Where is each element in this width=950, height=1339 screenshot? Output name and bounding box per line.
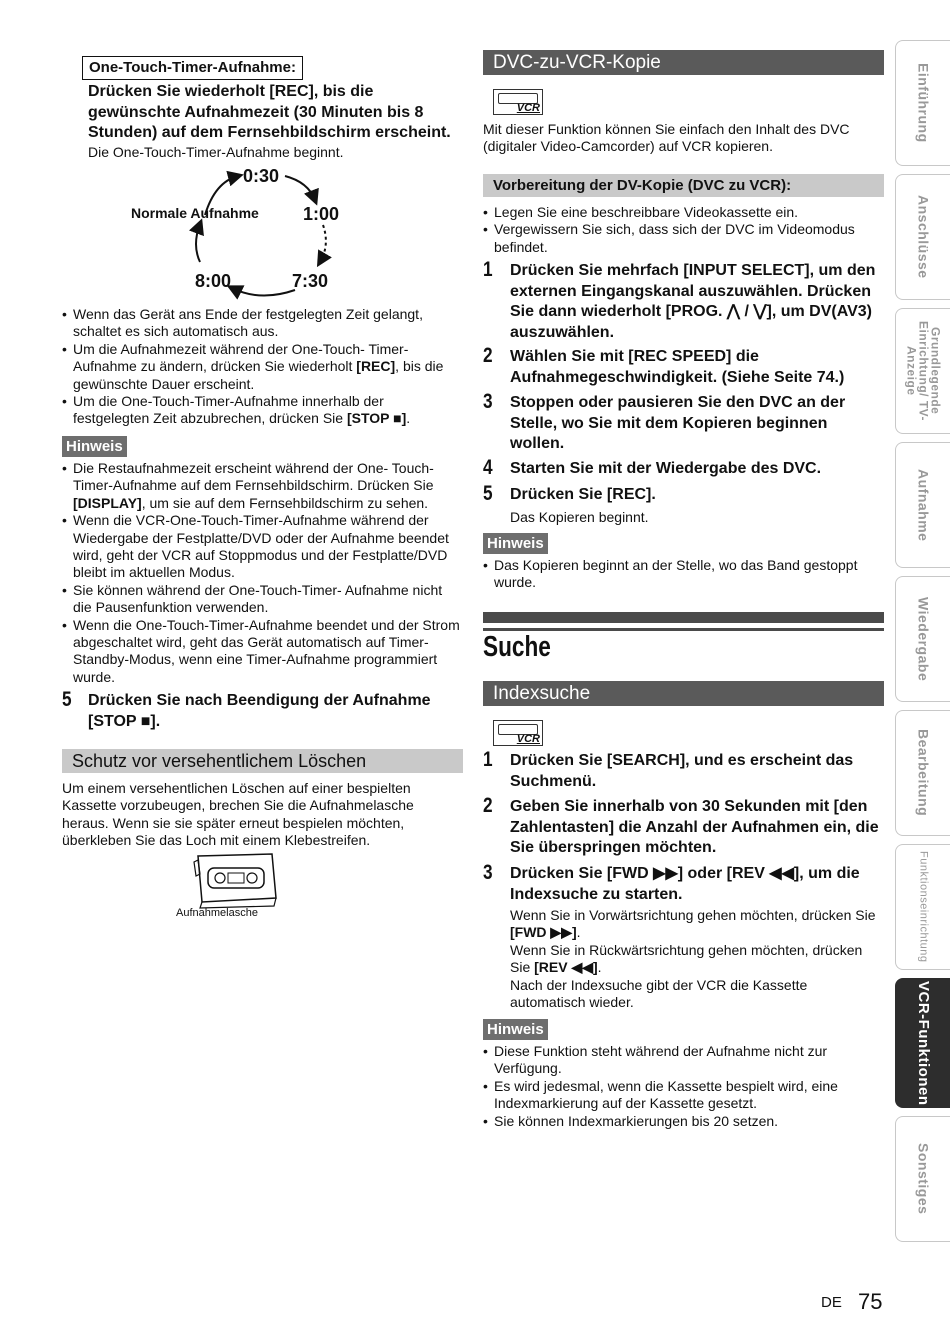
cassette-illustration [190,852,280,910]
step-number: 1 [483,748,493,771]
vcr-icon: VCR [493,89,543,115]
tab-sonstiges[interactable]: Sonstiges [895,1116,950,1242]
schutz-section-title: Schutz vor versehentlichem Löschen [62,749,463,773]
list-item: • Um die Aufnahmezeit während der One-Touch- Timer-Aufnahme zu ändern, drücken Sie wiederholt [REC], bis die gewünschte Dauer erscheint. [62,340,444,392]
list-item: • Wenn die VCR-One-Touch-Timer-Aufnahme während der Wiedergabe der Festplatte/DVD oder der Aufnahme beendet wird, geht der VCR auf Stoppmodus und der Festplatte/DVD bleibt im aktuellen Modus. [62,512,449,581]
index-section-title: Indexsuche [483,681,884,706]
tab-wiedergabe[interactable]: Wiedergabe [895,576,950,702]
tab-aufnahme[interactable]: Aufnahme [895,442,950,568]
hinweis-badge: Hinweis [62,436,127,457]
hinweis-bullet-list [62,460,462,686]
step-text: Geben Sie innerhalb von 30 Sekunden mit [den Zahlentasten] die Anzahl der Aufnahmen ein, die Sie überspringen möchten. [510,798,879,856]
step-number: 5 [483,482,493,505]
dvc-section-title: DVC-zu-VCR-Kopie [483,50,884,75]
step-text: Wählen Sie mit [REC SPEED] die Aufnahmegeschwindigkeit. (Siehe Seite 74.) [510,348,845,386]
cassette-label: Aufnahmelasche [176,907,258,919]
tab-einfuehrung[interactable]: Einführung [895,40,950,166]
step-number: 3 [483,390,493,413]
schutz-text: Um einem versehentlichen Löschen auf einer bespielten Kassette vorzubeugen, brechen Sie die Aufnahmelasche heraus. Wenn sie sie später erneut bespielen möchten, überkleben Sie das Loch mit einem Klebestreifen. [62,780,414,849]
step-text: Drücken Sie [FWD ▶▶] oder [REV ◀◀], um die Indexsuche zu starten. [510,865,860,903]
step-number: 3 [483,861,493,884]
footer-language: DE [821,1294,842,1311]
index-sub-backward: Wenn Sie in Rückwärtsrichtung gehen möchten, drücken Sie [REV ◀◀]. [510,941,863,976]
list-item: • Vergewissern Sie sich, dass sich der DVC im Videomodus befindet. [483,221,855,255]
suche-rule-thick [483,612,884,623]
diagram-normal-label: Normale Aufnahme [131,205,259,221]
index-substeps [510,907,885,1011]
tab-vcr-funktionen[interactable]: VCR-Funktionen [895,978,950,1108]
diagram-time-730: 7:30 [292,271,329,291]
step-text: Stoppen oder pausieren Sie den DVC an der Stelle, wo Sie mit dem Kopieren beginnen wollen. [510,394,846,452]
step-subtext: Das Kopieren beginnt. [510,509,649,525]
otr-step-text: Drücken Sie wiederholt [REC], bis die gewünschte Aufnahmezeit (30 Minuten bis 8 Stunden) auf dem Fernsehbildschirm erscheint. [88,83,451,141]
list-item: • Sie können während der One-Touch-Timer- Aufnahme nicht die Pausenfunktion verwenden. [62,581,443,616]
step-number: 4 [483,456,493,479]
step-number: 5 [62,688,72,711]
hinweis-badge: Hinweis [483,533,548,554]
hinweis-badge: Hinweis [483,1019,548,1040]
list-item: • Sie können Indexmarkierungen bis 20 setzen. [483,1112,779,1129]
page-number: 75 [858,1289,883,1314]
list-item: • Diese Funktion steht während der Aufnahme nicht zur Verfügung. [483,1043,828,1077]
tab-funktionseinrichtung[interactable]: Funktionseinrichtung [895,844,950,970]
otr-bullet-list [62,306,462,428]
prep-bullet-list [483,204,883,256]
otr-step-subtext: Die One-Touch-Timer-Aufnahme beginnt. [88,144,344,160]
index-sub-forward: Wenn Sie in Vorwärtsrichtung gehen möchten, drücken Sie [FWD ▶▶]. [510,907,876,941]
dvc-note: • Das Kopieren beginnt an der Stelle, wo das Band gestoppt wurde. [483,557,858,591]
list-item: • Es wird jedesmal, wenn die Kassette bespielt wird, eine Indexmarkierung auf der Kassette gesetzt. [483,1077,838,1112]
list-item: • Die Restaufnahmezeit erscheint während der One- Touch-Timer-Aufnahme auf dem Fernsehbildschirm. Drücken Sie [DISPLAY], um sie auf dem Fernsehbildschirm zu sehen. [62,460,434,511]
tab-bearbeitung[interactable]: Bearbeitung [895,710,950,836]
tab-grundlegende-einrichtung[interactable]: Grundlegende Einrichtung/ TV-Anzeige [895,308,950,434]
step-text: Drücken Sie [SEARCH], und es erscheint das Suchmenü. [510,752,854,790]
list-item: • Wenn das Gerät ans Ende der festgelegten Zeit gelangt, schaltet es sich automatisch aus. [62,306,423,340]
step-number: 2 [483,794,493,817]
prep-section-title: Vorbereitung der DV-Kopie (DVC zu VCR): [483,174,884,197]
suche-heading: Suche [483,631,551,663]
index-note-list [483,1043,883,1130]
step-text: Drücken Sie [REC]. [510,486,656,503]
otr-box-label: One-Touch-Timer-Aufnahme: [82,56,303,80]
diagram-time-800: 8:00 [195,271,232,291]
index-sub-after: Nach der Indexsuche gibt der VCR die Kassette automatisch wieder. [510,976,808,1011]
list-item: • Legen Sie eine beschreibbare Videokassette ein. [483,204,799,220]
step-number: 2 [483,344,493,367]
step-text: Starten Sie mit der Wiedergabe des DVC. [510,460,822,477]
list-item: • Um die One-Touch-Timer-Aufnahme innerhalb der festgelegten Zeit abzubrechen, drücken Sie [STOP ■]. [62,393,411,427]
list-item: • Wenn die One-Touch-Timer-Aufnahme beendet und der Strom abgeschaltet wird, geht das Gerät automatisch auf Timer-Standby-Modus, wenn eine Timer-Aufnahme programmiert wurde. [62,616,460,685]
diagram-time-030: 0:30 [243,166,280,186]
dvc-intro-text: Mit dieser Funktion können Sie einfach den Inhalt des DVC (digitaler Video-Camcorder) auf VCR kopieren. [483,121,850,155]
step-text: Drücken Sie nach Beendigung der Aufnahme [STOP ■]. [88,692,431,730]
vcr-icon: VCR [493,720,543,746]
tab-anschluesse[interactable]: Anschlüsse [895,174,950,300]
step-number: 1 [483,258,493,281]
step-text: Drücken Sie mehrfach [INPUT SELECT], um den externen Eingangskanal auszuwählen. Drücken Sie dann wiederholt [PROG. ⋀ / ⋁], um DV(AV3) auszuwählen. [510,262,876,341]
diagram-time-100: 1:00 [303,204,340,224]
